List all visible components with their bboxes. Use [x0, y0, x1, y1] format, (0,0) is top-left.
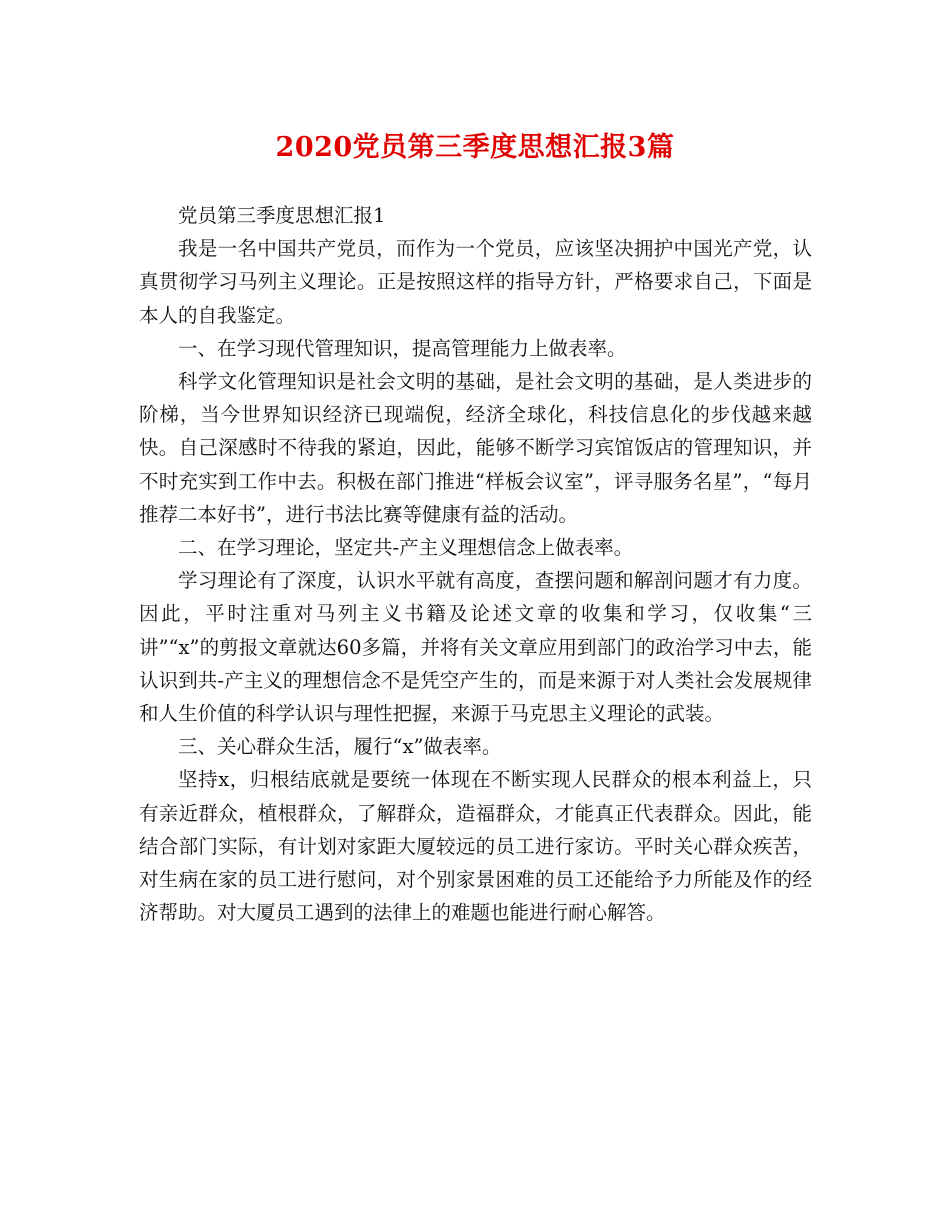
document-title: 2020党员第三季度思想汇报3篇: [275, 132, 675, 163]
body-paragraph: 科学文化管理知识是社会文明的基础，是社会文明的基础，是人类进步的阶梯，当今世界知识经济已现端倪，经济全球化，科技信息化的步伐越来越快。自己深感时不待我的紧迫，因此，能够不断学习宾馆饭店的管理知识，并不时充实到工作中去。积极在部门推进“样板会议室”，评寻服务名星”，“每月推荐二本好书”，进行书法比赛等健康有益的活动。: [139, 370, 812, 526]
body-paragraph: 学习理论有了深度，认识水平就有高度，查摆问题和解剖问题才有力度。因此，平时注重对马列主义书籍及论述文章的收集和学习，仅收集“三讲”“x”的剪报文章就达60多篇，并将有关文章应用到部门的政治学习中去，能认识到共-产主义的理想信念不是凭空产生的，而是来源于对人类社会发展规律和人生价值的科学认识与理性把握，来源于马克思主义理论的武装。: [139, 569, 812, 726]
body-paragraph: 坚持x，归根结底就是要统一体现在不断实现人民群众的根本利益上，只有亲近群众，植根群众，了解群众，造福群众，才能真正代表群众。因此，能结合部门实际，有计划对家距大厦较远的员工进行家访。平时关心群众疾苦，对生病在家的员工进行慰问，对个别家景困难的员工还能给予力所能及作的经济帮助。对大厦员工遇到的法律上的难题也能进行耐心解答。: [139, 768, 812, 925]
document-body: [139, 199, 812, 929]
subsection-heading: 三、关心群众生活，履行“x”做表率。: [178, 735, 502, 759]
subsection-heading: 一、在学习现代管理知识，提高管理能力上做表率。: [178, 336, 627, 360]
section-heading: 党员第三季度思想汇报1: [178, 204, 386, 227]
subsection-heading: 二、在学习理论，坚定共-产主义理想信念上做表率。: [178, 536, 634, 560]
body-paragraph: 我是一名中国共产党员，而作为一个党员，应该坚决拥护中国光产党，认真贯彻学习马列主义理论。正是按照这样的指导方针，严格要求自己，下面是本人的自我鉴定。: [139, 237, 812, 327]
